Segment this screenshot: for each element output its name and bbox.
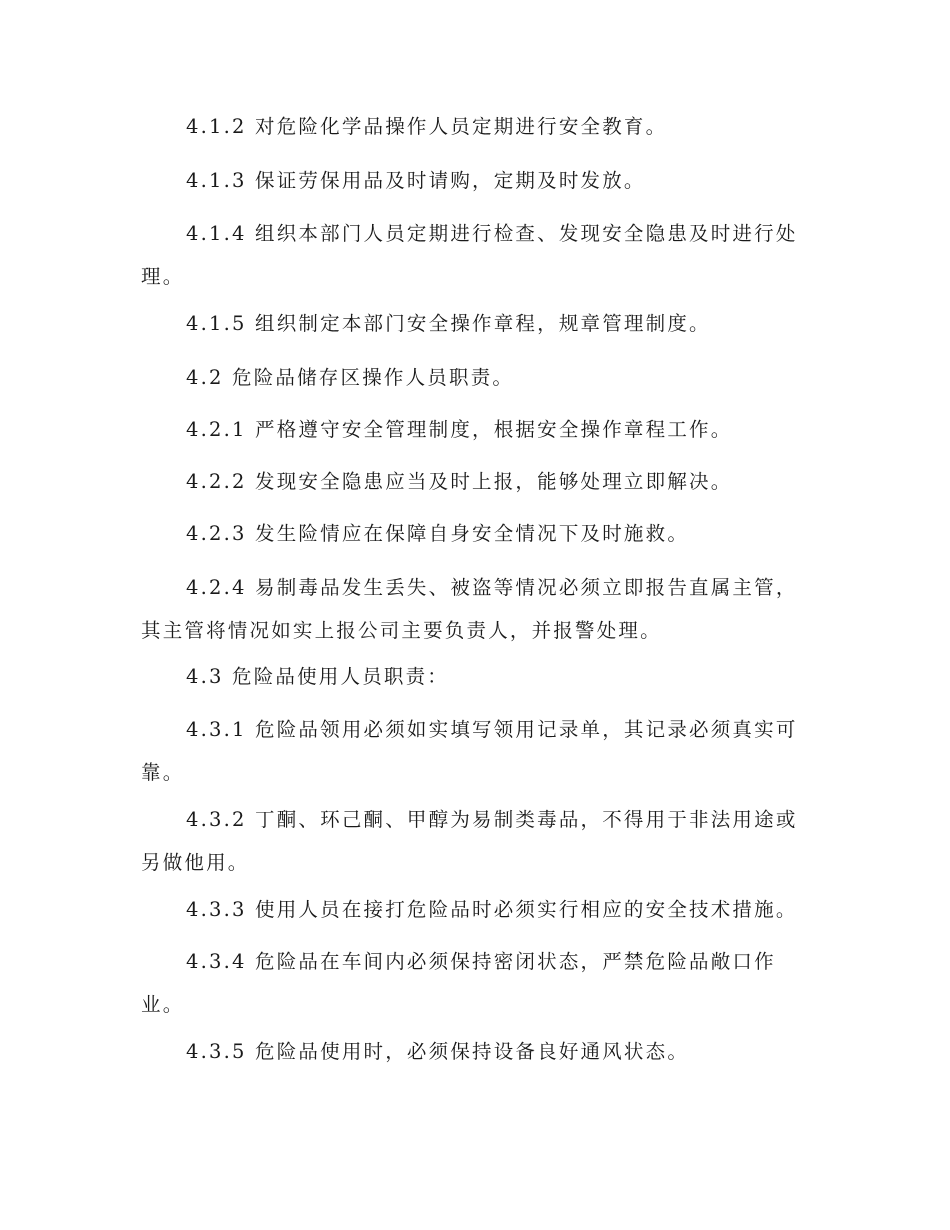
paragraph-4-1-2: 4.1.2 对危险化学品操作人员定期进行安全教育。 [186,115,668,138]
paragraph-4-1-3: 4.1.3 保证劳保用品及时请购，定期及时发放。 [186,169,646,192]
paragraph-4-3-4: 4.3.4 危险品在车间内必须保持密闭状态，严禁危险品敞口作业。 [141,950,776,1016]
paragraph-4-2: 4.2 危险品储存区操作人员职责。 [186,366,515,389]
paragraph-4-3: 4.3 危险品使用人员职责： [186,665,450,688]
paragraph-4-1-4: 4.1.4 组织本部门人员定期进行检查、发现安全隐患及时进行处理。 [141,222,798,288]
paragraph-4-1-5: 4.1.5 组织制定本部门安全操作章程，规章管理制度。 [186,312,711,335]
paragraph-4-2-4: 4.2.4 易制毒品发生丢失、被盗等情况必须立即报告直属主管，其主管将情况如实上报公司主要负责人，并报警处理。 [141,576,798,642]
paragraph-4-3-3: 4.3.3 使用人员在接打危险品时必须实行相应的安全技术措施。 [186,898,798,921]
paragraph-4-3-5: 4.3.5 危险品使用时，必须保持设备良好通风状态。 [186,1040,690,1063]
paragraph-4-3-2: 4.3.2 丁酮、环己酮、甲醇为易制类毒品，不得用于非法用途或另做他用。 [141,808,798,874]
paragraph-4-2-2: 4.2.2 发现安全隐患应当及时上报，能够处理立即解决。 [186,470,733,493]
paragraph-4-3-1: 4.3.1 危险品领用必须如实填写领用记录单，其记录必须真实可靠。 [141,718,798,784]
paragraph-4-2-1: 4.2.1 严格遵守安全管理制度，根据安全操作章程工作。 [186,418,733,441]
paragraph-4-2-3: 4.2.3 发生险情应在保障自身安全情况下及时施救。 [186,522,690,545]
